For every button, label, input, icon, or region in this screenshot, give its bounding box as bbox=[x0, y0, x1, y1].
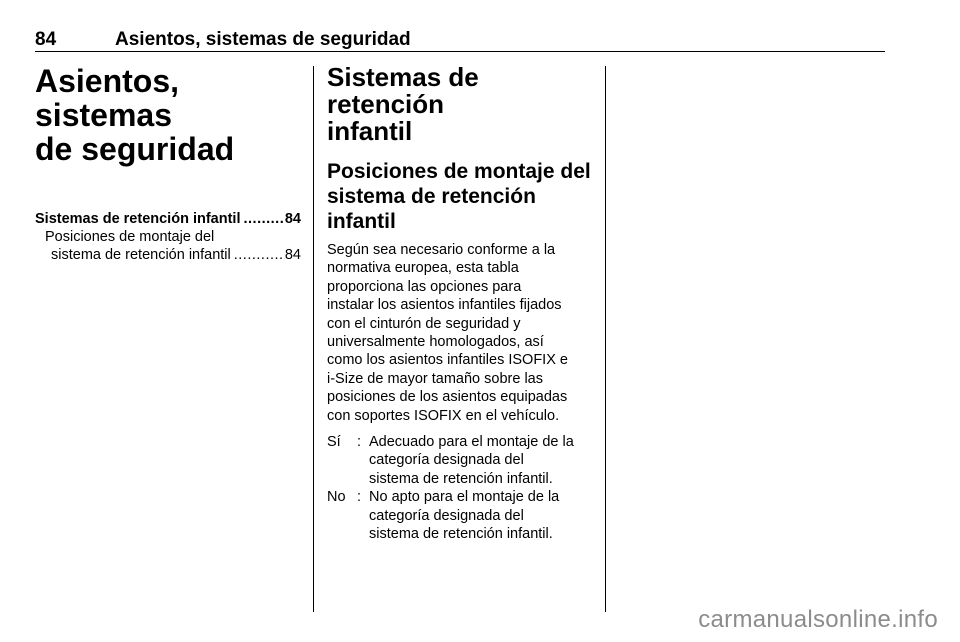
chapter-title-line2: de seguridad bbox=[35, 131, 235, 167]
page-number: 84 bbox=[35, 29, 57, 50]
body-line: i-Size de mayor tamaño sobre las bbox=[327, 370, 543, 387]
toc-entry-label[interactable]: Posiciones de montaje del bbox=[45, 229, 215, 245]
section-title-line1: Sistemas de retención bbox=[327, 62, 479, 119]
legend-colon: : bbox=[357, 434, 362, 451]
toc-entry-posiciones-line2[interactable] bbox=[35, 246, 301, 264]
body-line: instalar los asientos infantiles fijados bbox=[327, 297, 562, 314]
legend-definition bbox=[369, 433, 593, 488]
legend-definition-line: No apto para el montaje de la bbox=[369, 489, 560, 506]
legend-item-si bbox=[327, 433, 593, 488]
legend-term: Sí bbox=[327, 434, 341, 451]
section-title bbox=[327, 64, 593, 145]
legend-definition-line: categoría designada del bbox=[369, 507, 524, 524]
watermark: carmanualsonline.info bbox=[698, 606, 938, 633]
subsection-title-line1: Posiciones de montaje del bbox=[327, 160, 591, 183]
toc-entry-sistemas-retencion[interactable] bbox=[35, 210, 301, 228]
legend-definition-line: categoría designada del bbox=[369, 452, 524, 469]
legend-definition-line: sistema de retención infantil. bbox=[369, 526, 553, 543]
legend-colon: : bbox=[357, 489, 362, 506]
body-line: como los asientos infantiles ISOFIX e bbox=[327, 352, 568, 369]
body-line: con el cinturón de seguridad y bbox=[327, 315, 521, 332]
page-header bbox=[35, 29, 885, 52]
body-line: con soportes ISOFIX en el vehículo. bbox=[327, 407, 560, 424]
section-title-line2: infantil bbox=[327, 116, 413, 146]
body-line: Según sea necesario conforme a la bbox=[327, 242, 556, 258]
toc-page-number[interactable]: 84 bbox=[284, 211, 301, 227]
legend-definition bbox=[369, 488, 593, 543]
chapter-title bbox=[35, 64, 301, 166]
toc-leader-dots bbox=[240, 210, 284, 228]
column-divider-right bbox=[605, 66, 606, 612]
toc-entry-label[interactable]: Sistemas de retención infantil bbox=[35, 211, 241, 227]
legend-list bbox=[327, 433, 593, 543]
subsection-title-line2: sistema de retención infantil bbox=[327, 185, 536, 233]
column-left bbox=[35, 64, 301, 264]
running-title: Asientos, sistemas de seguridad bbox=[115, 29, 411, 50]
legend-definition-line: Adecuado para el montaje de la bbox=[369, 434, 574, 451]
table-of-contents bbox=[35, 210, 301, 264]
toc-leader-dots bbox=[231, 246, 285, 264]
column-divider-left bbox=[313, 66, 314, 612]
body-line: proporciona las opciones para bbox=[327, 278, 522, 295]
toc-entry-posiciones-line1[interactable] bbox=[35, 228, 301, 246]
body-line: normativa europea, esta tabla bbox=[327, 260, 519, 277]
body-line: universalmente homologados, así bbox=[327, 334, 544, 351]
column-middle bbox=[327, 64, 593, 544]
toc-entry-label[interactable]: sistema de retención infantil bbox=[51, 247, 231, 263]
chapter-title-line1: Asientos, sistemas bbox=[35, 63, 180, 133]
body-line: posiciones de los asientos equipadas bbox=[327, 389, 568, 406]
legend-item-no bbox=[327, 488, 593, 543]
toc-page-number[interactable]: 84 bbox=[284, 247, 301, 263]
subsection-title bbox=[327, 159, 593, 234]
body-paragraph bbox=[327, 241, 593, 425]
legend-definition-line: sistema de retención infantil. bbox=[369, 470, 553, 487]
legend-term: No bbox=[327, 489, 346, 506]
